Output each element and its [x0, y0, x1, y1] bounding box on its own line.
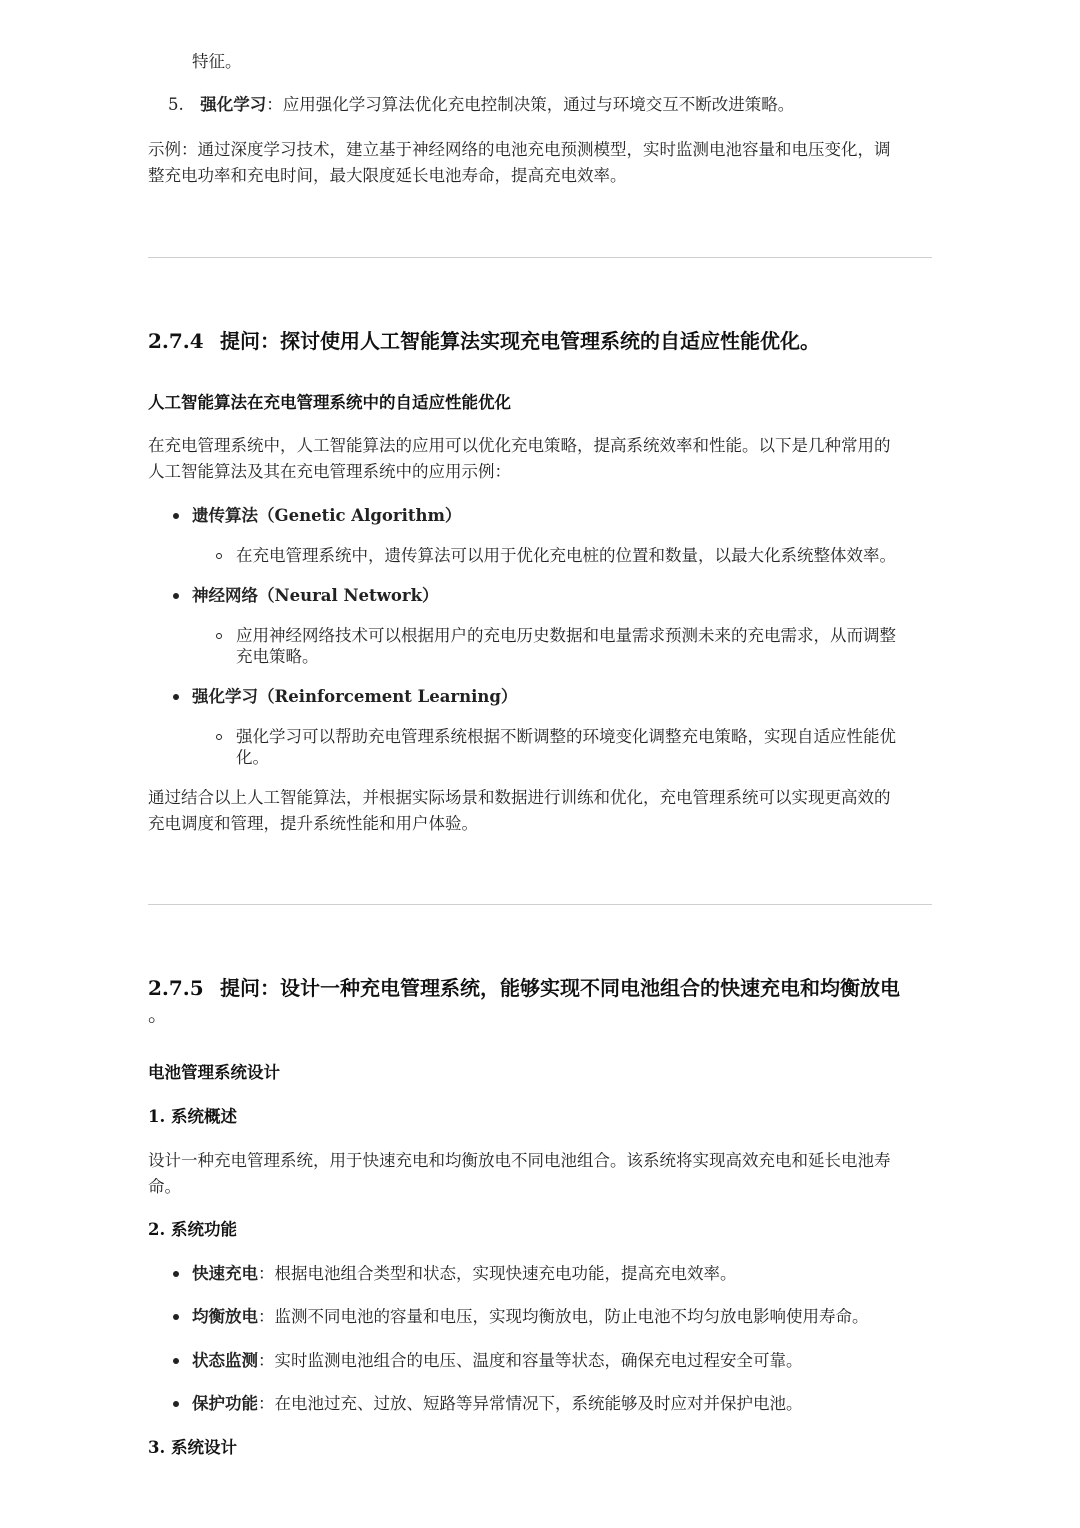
section-number: 2.7.5: [148, 976, 204, 1000]
function-item: [192, 1347, 803, 1374]
function-item: [192, 1303, 869, 1330]
bullet-circle: [216, 734, 222, 740]
section-title: 提问：探讨使用人工智能算法实现充电管理系统的自适应性能优化。: [220, 329, 820, 353]
bullet-circle: [216, 633, 222, 639]
function-term: 均衡放电: [192, 1307, 258, 1326]
conclusion-line-2: 充电调度和管理，提升系统性能和用户体验。: [148, 814, 478, 833]
function-text: ：根据电池组合类型和状态，实现快速充电功能，提高充电效率。: [258, 1264, 737, 1283]
bullet-disc: [173, 1401, 179, 1407]
section-heading-2-7-4: [148, 327, 932, 355]
function-term: 快速充电: [192, 1264, 258, 1283]
function-item: [192, 1390, 803, 1417]
section-number: 2.7.4: [148, 329, 204, 353]
algorithm-desc-line-2: 化。: [236, 748, 269, 767]
overview-heading: 1. 系统概述: [148, 1107, 237, 1126]
example-line-2: 整充电功率和充电时间，最大限度延长电池寿命，提高充电效率。: [148, 166, 627, 185]
overview-line-2: 命。: [148, 1177, 181, 1196]
continuation-text: 特征。: [192, 52, 242, 71]
overview-line-1: 设计一种充电管理系统，用于快速充电和均衡放电不同电池组合。该系统将实现高效充电和延长电池寿: [148, 1151, 891, 1170]
section-heading-2-7-5: [148, 974, 932, 1002]
algorithm-desc-line-1: 在充电管理系统中，遗传算法可以用于优化充电桩的位置和数量，以最大化系统整体效率。: [236, 546, 896, 565]
list-text: ：应用强化学习算法优化充电控制决策，通过与环境交互不断改进策略。: [266, 95, 795, 114]
intro-line-2: 人工智能算法及其在充电管理系统中的应用示例：: [148, 462, 511, 481]
function-term: 状态监测: [192, 1351, 258, 1370]
intro-line-1: 在充电管理系统中，人工智能算法的应用可以优化充电策略，提高系统效率和性能。以下是几种常用的: [148, 436, 891, 455]
section-divider: [148, 257, 932, 258]
algorithm-name: 强化学习（Reinforcement Learning）: [192, 687, 518, 706]
list-term: 强化学习: [200, 95, 267, 114]
function-term: 保护功能: [192, 1394, 258, 1413]
bullet-disc: [173, 1358, 179, 1364]
function-text: ：实时监测电池组合的电压、温度和容量等状态，确保充电过程安全可靠。: [258, 1351, 803, 1370]
section-subtitle: 人工智能算法在充电管理系统中的自适应性能优化: [148, 393, 511, 412]
list-number: 5.: [168, 95, 184, 114]
section-divider: [148, 904, 932, 905]
conclusion-line-1: 通过结合以上人工智能算法，并根据实际场景和数据进行训练和优化，充电管理系统可以实现更高效的: [148, 788, 891, 807]
list-item-5: [168, 91, 794, 118]
algorithm-desc-line-2: 充电策略。: [236, 647, 319, 666]
section-title-tail: 。: [148, 1002, 168, 1026]
design-heading: 3. 系统设计: [148, 1438, 237, 1457]
algorithm-name: 神经网络（Neural Network）: [192, 586, 439, 605]
functions-heading: 2. 系统功能: [148, 1220, 237, 1239]
function-text: ：监测不同电池的容量和电压，实现均衡放电，防止电池不均匀放电影响使用寿命。: [258, 1307, 869, 1326]
bullet-disc: [173, 593, 179, 599]
section-title: 提问：设计一种充电管理系统，能够实现不同电池组合的快速充电和均衡放电: [220, 976, 900, 1000]
bullet-disc: [173, 1314, 179, 1320]
algorithm-desc-line-1: 应用神经网络技术可以根据用户的充电历史数据和电量需求预测未来的充电需求，从而调整: [236, 626, 896, 645]
algorithm-desc-line-1: 强化学习可以帮助充电管理系统根据不断调整的环境变化调整充电策略，实现自适应性能优: [236, 727, 896, 746]
function-item: [192, 1260, 737, 1287]
function-text: ：在电池过充、过放、短路等异常情况下，系统能够及时应对并保护电池。: [258, 1394, 803, 1413]
bullet-disc: [173, 513, 179, 519]
bullet-disc: [173, 694, 179, 700]
section-subtitle: 电池管理系统设计: [148, 1063, 280, 1082]
example-line-1: 示例：通过深度学习技术，建立基于神经网络的电池充电预测模型，实时监测电池容量和电压变化，调: [148, 140, 891, 159]
algorithm-name: 遗传算法（Genetic Algorithm）: [192, 506, 462, 525]
bullet-circle: [216, 553, 222, 559]
bullet-disc: [173, 1271, 179, 1277]
